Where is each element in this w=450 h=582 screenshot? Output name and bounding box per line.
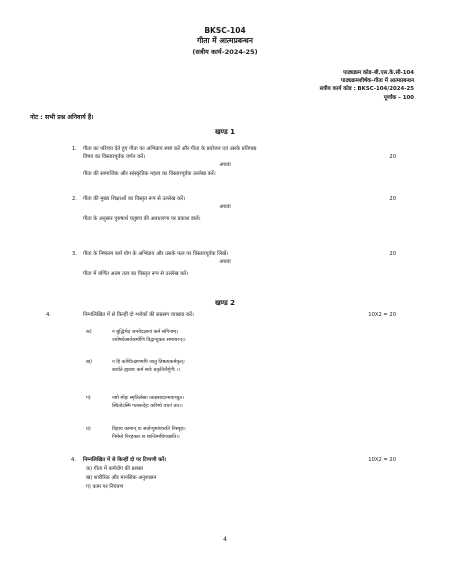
note: नोट : सभी प्रश्न अनिवार्य हैं। — [30, 114, 94, 121]
q3-marks: 20 — [389, 251, 396, 257]
document-subtitle: (सत्रीय कार्य–2024-25) — [192, 48, 258, 56]
q1-text-line2: विषय का विस्तारपूर्वक वर्णन करें। — [83, 154, 146, 160]
q2-number: 2. — [72, 196, 77, 202]
assignment-code: सत्रीय कार्य कोड : BKSC-104/2024-25 — [319, 86, 414, 92]
verse-label: क) — [86, 329, 92, 335]
q5-number: 4. — [71, 457, 76, 463]
list-item: क) गीता में कर्मयोग की प्रशंसा — [86, 466, 143, 472]
verse-line: स्थितोऽस्मि गतसन्देहः करिष्ये वचनं तव।। — [112, 403, 183, 409]
q2-marks: 20 — [389, 196, 396, 202]
section-2-heading: खण्ड 2 — [214, 299, 236, 307]
q2-or: अथवा — [219, 204, 231, 210]
q3-or: अथवा — [219, 259, 231, 265]
verse-label: ख) — [86, 359, 92, 365]
document-title: गीता में आत्मप्रबन्धन — [197, 36, 253, 45]
q1-number: 1. — [72, 146, 77, 152]
course-title: पाठ्यक्रमशीर्षक–गीता में आत्मप्रबन्धन — [341, 78, 414, 84]
verse-label: घ) — [86, 426, 91, 432]
q1-or: अथवा — [219, 162, 231, 168]
q5-text: निम्नलिखित में से किन्हीं दो पर टिप्पणी करें। — [83, 457, 167, 463]
q4-number: 4. — [46, 312, 51, 318]
q1-text-line1: गीता का परिचय देते हुए गीता का अभिप्राय स्पष्ट करें और गीता के प्रयोजन एवं उसके प्रतिपाद्य — [83, 146, 257, 152]
q2-text: गीता की मुख्य शिक्षाओं का विस्तृत रूप से उल्लेख करें। — [83, 196, 186, 202]
max-marks: पूर्णांक – 100 — [383, 95, 414, 101]
q3-text: गीता के निष्काम कर्म योग के अभिप्राय और उसके फल पर विस्तारपूर्वक लिखें। — [83, 251, 229, 257]
verse-line: विहाय कामान् यः सर्वान्पुमांश्चरति निस्पृहः। — [112, 426, 186, 432]
q3-number: 3. — [72, 251, 77, 257]
q1-alt-text: गीता की सामाजिक और सांस्कृतिक महत्व का विस्तारपूर्वक उल्लेख करें। — [83, 171, 216, 177]
section-1-heading: खण्ड 1 — [214, 128, 236, 136]
verse-line: नष्टो मोहः स्मृतिर्लब्धा त्वत्प्रसादान्मयाच्युत। — [112, 395, 184, 401]
list-item: ग) काम पर नियंत्रण — [86, 484, 124, 490]
verse-label: ग) — [86, 395, 91, 401]
page-number: 4 — [223, 536, 227, 543]
list-item: ख) शारीरिक और मानसिक अनुशासन — [86, 475, 157, 481]
q3-alt-text: गीता में वर्णित आत्म तत्व का विस्तृत रूप से उल्लेख करें। — [83, 271, 189, 277]
verse-line: निर्ममो निरहंकार स शान्तिमधिगच्छति।। — [112, 434, 180, 440]
verse-line: ज्योषयेत्सर्वकर्माणि विद्वान्युक्तः समाचरन्।। — [112, 337, 186, 343]
verse-line: न हि कश्चित्क्षणमपि जातु तिष्ठत्यकर्मकृत्। — [112, 359, 185, 365]
q1-marks: 20 — [389, 154, 396, 160]
q5-marks: 10X2 = 20 — [368, 457, 396, 463]
verse-line: कार्यते ह्यवशः कर्म सर्वः प्रकृतिजैर्गुणैः ।। — [112, 367, 181, 373]
verse-line: न बुद्धिभेदं जनयेदज्ञानां कर्म संगिनाम्। — [112, 329, 178, 335]
assignment-code-title: BKSC-104 — [204, 26, 246, 35]
q4-text: निम्नलिखित में से किन्हीं दो श्लोकों की सप्रसंग व्याख्या करें। — [83, 312, 194, 318]
q2-alt-text: गीता के अनुसार पुरुषार्थ चतुष्टय की अवधारणा पर प्रकाश डालें। — [83, 216, 201, 222]
q4-marks: 10X2 = 20 — [368, 312, 396, 318]
course-code: पाठ्यक्रम कोड–बी.एस.के.सी-104 — [343, 70, 414, 76]
